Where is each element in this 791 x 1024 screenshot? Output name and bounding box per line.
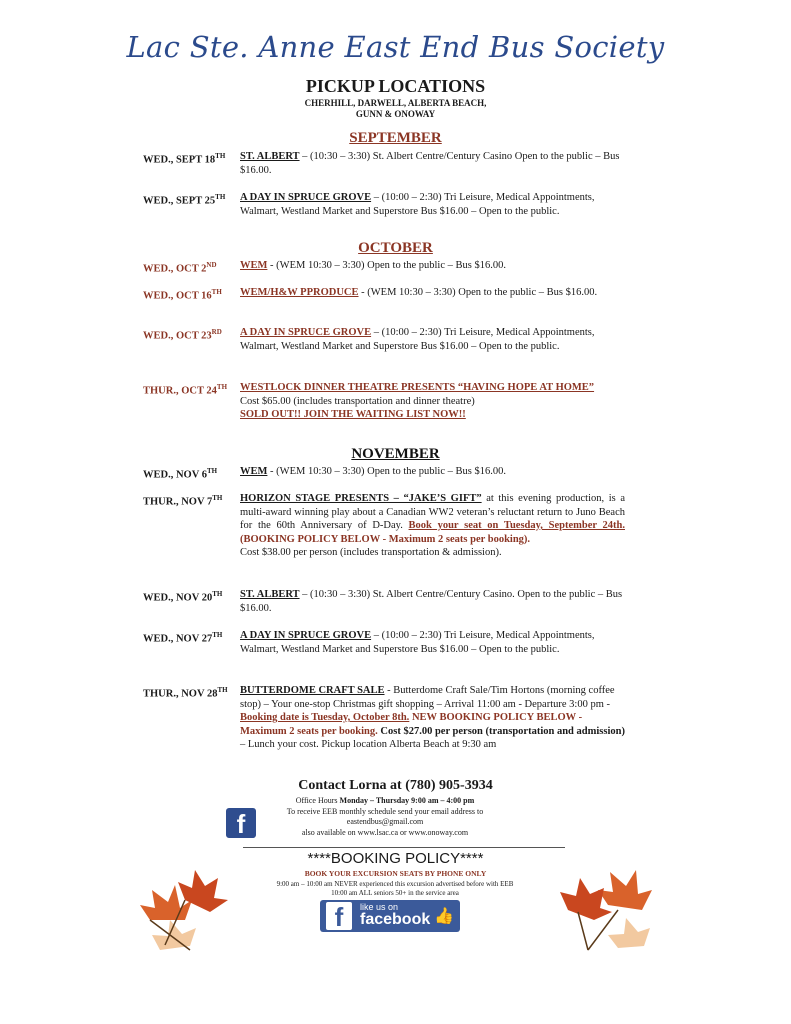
contact-info xyxy=(240,796,530,838)
website-links[interactable]: also available on www.lsac.ca or www.onoway.com xyxy=(301,827,469,837)
policy-note: 9:00 am – 10:00 am NEVER experienced this excursion advertised before with EEB xyxy=(276,880,514,888)
office-hours: Office Hours Monday – Thursday 9:00 am – 4:00 pm xyxy=(295,796,475,805)
event-destination: WEM xyxy=(240,260,268,271)
facebook-like-button[interactable] xyxy=(320,900,460,932)
booking-policy-notes xyxy=(200,880,590,898)
event-body xyxy=(240,684,625,752)
facebook-icon: f xyxy=(326,902,352,930)
month-heading-september: SEPTEMBER xyxy=(349,130,442,146)
booking-policy-subtitle: BOOK YOUR EXCURSION SEATS BY PHONE ONLY xyxy=(304,869,487,878)
event-body xyxy=(240,191,625,218)
event-body xyxy=(240,465,625,479)
event-cost: Cost $65.00 (includes transportation and dinner theatre) xyxy=(240,395,475,407)
event-body xyxy=(240,259,625,273)
event-note: SOLD OUT!! JOIN THE WAITING LIST NOW!! xyxy=(240,409,466,420)
areas-line-1: CHERHILL, DARWELL, ALBERTA BEACH, xyxy=(304,98,487,108)
event-destination: BUTTERDOME CRAFT SALE xyxy=(240,685,385,696)
page-subtitle: PICKUP LOCATIONS xyxy=(305,76,486,96)
event-destination: A DAY IN SPRUCE GROVE xyxy=(240,192,372,203)
contact-email[interactable]: eastendbus@gmail.com xyxy=(346,817,424,826)
event-description: – (10:00 – 2:30) Tri Leisure, Medical Appointments, Walmart, Westland Market and Superstore Bus $16.00 – Open to the public. xyxy=(240,630,595,655)
areas-line-2: GUNN & ONOWAY xyxy=(355,109,436,119)
event-destination: A DAY IN SPRUCE GROVE xyxy=(240,327,372,338)
event-body xyxy=(240,381,625,422)
event-description: – (10:30 – 3:30) St. Albert Centre/Century Casino Open to the public – Bus $16.00. xyxy=(240,151,620,176)
event-body xyxy=(240,326,625,353)
autumn-leaves-left-icon xyxy=(130,850,240,960)
event-booking-date: Book your seat on Tuesday, September 24th. xyxy=(408,520,625,531)
event-date: THUR., NOV 7TH xyxy=(143,494,223,508)
like-us-label: like us on xyxy=(360,902,399,912)
event-date: THUR., NOV 28TH xyxy=(143,686,228,700)
event-date: WED., NOV 6TH xyxy=(143,467,218,481)
event-date: WED., NOV 27TH xyxy=(143,631,223,645)
event-description: - (WEM 10:30 – 3:30) Open to the public – Bus $16.00. xyxy=(267,466,506,477)
policy-note: 10:00 am ALL seniors 50+ in the service area xyxy=(331,889,459,897)
event-body xyxy=(240,492,625,560)
event-date: WED., OCT 2ND xyxy=(143,261,217,275)
event-date: WED., OCT 16TH xyxy=(143,288,222,302)
event-policy: (BOOKING POLICY BELOW - Maximum 2 seats per booking). xyxy=(240,533,531,545)
booking-policy-title: ****BOOKING POLICY**** xyxy=(307,850,484,867)
event-destination: ST. ALBERT xyxy=(240,151,300,162)
event-date: WED., OCT 23RD xyxy=(143,328,222,342)
event-cost: Cost $38.00 per person (includes transportation & admission). xyxy=(240,547,502,558)
event-destination: WEM xyxy=(240,466,268,477)
event-tail: – Lunch your cost. Pickup location Alberta Beach at 9:30 am xyxy=(240,739,497,750)
event-booking-date: Booking date is Tuesday, October 8th. xyxy=(240,712,410,723)
event-date: WED., SEPT 25TH xyxy=(143,193,226,207)
divider xyxy=(243,847,565,848)
service-areas xyxy=(0,98,791,120)
event-description: – (10:00 – 2:30) Tri Leisure, Medical Appointments, Walmart, Westland Market and Superstore Bus $16.00 – Open to the public. xyxy=(240,192,595,217)
event-destination: ST. ALBERT xyxy=(240,589,300,600)
event-description: - (WEM 10:30 – 3:30) Open to the public – Bus $16.00. xyxy=(358,287,598,298)
event-destination: A DAY IN SPRUCE GROVE xyxy=(240,630,372,641)
autumn-leaves-right-icon xyxy=(548,850,658,960)
thumbs-up-icon: 👍 xyxy=(434,908,454,925)
contact-line: Contact Lorna at (780) 905-3934 xyxy=(298,778,493,793)
event-date: THUR., OCT 24TH xyxy=(143,383,228,397)
event-body xyxy=(240,588,625,615)
event-body xyxy=(240,629,625,656)
facebook-icon[interactable]: f xyxy=(226,808,256,838)
event-policy: NEW BOOKING POLICY BELOW - Maximum 2 seats per booking. xyxy=(240,712,583,737)
month-heading-november: NOVEMBER xyxy=(351,446,440,462)
society-title: Lac Ste. Anne East End Bus Society xyxy=(126,30,665,64)
event-description: – (10:00 – 2:30) Tri Leisure, Medical Appointments, Walmart, Westland Market and Superstore Bus $16.00 – Open to the public. xyxy=(240,327,595,352)
facebook-wordmark: facebook xyxy=(360,911,431,928)
event-description: – (10:30 – 3:30) St. Albert Centre/Century Casino. Open to the public – Bus $16.00. xyxy=(240,589,623,614)
event-description: - (WEM 10:30 – 3:30) Open to the public – Bus $16.00. xyxy=(267,260,506,271)
event-cost: Cost $27.00 per person (transportation and admission) xyxy=(377,725,625,737)
event-date: WED., NOV 20TH xyxy=(143,590,223,604)
schedule-note: To receive EEB monthly schedule send your email address to xyxy=(286,806,484,816)
event-description: at this evening production, is a multi-award winning play about a Canadian WW2 veteran’s reluctant return to Juno Beach for the 60th Anniversary of D-Day. xyxy=(240,493,625,531)
event-date: WED., SEPT 18TH xyxy=(143,152,226,166)
event-destination: HORIZON STAGE PRESENTS – “JAKE’S GIFT” xyxy=(240,493,482,504)
event-body xyxy=(240,150,625,177)
event-destination: WESTLOCK DINNER THEATRE PRESENTS “HAVING HOPE AT HOME” xyxy=(240,382,595,393)
month-heading-october: OCTOBER xyxy=(358,240,433,256)
event-body xyxy=(240,286,625,300)
event-description: - Butterdome Craft Sale/Tim Hortons (morning coffee stop) – Your one-stop Christmas gift shopping – Arrival 11:00 am - Departure 3:00 pm - xyxy=(240,685,615,710)
event-destination: WEM/H&W PPRODUCE xyxy=(240,287,359,298)
